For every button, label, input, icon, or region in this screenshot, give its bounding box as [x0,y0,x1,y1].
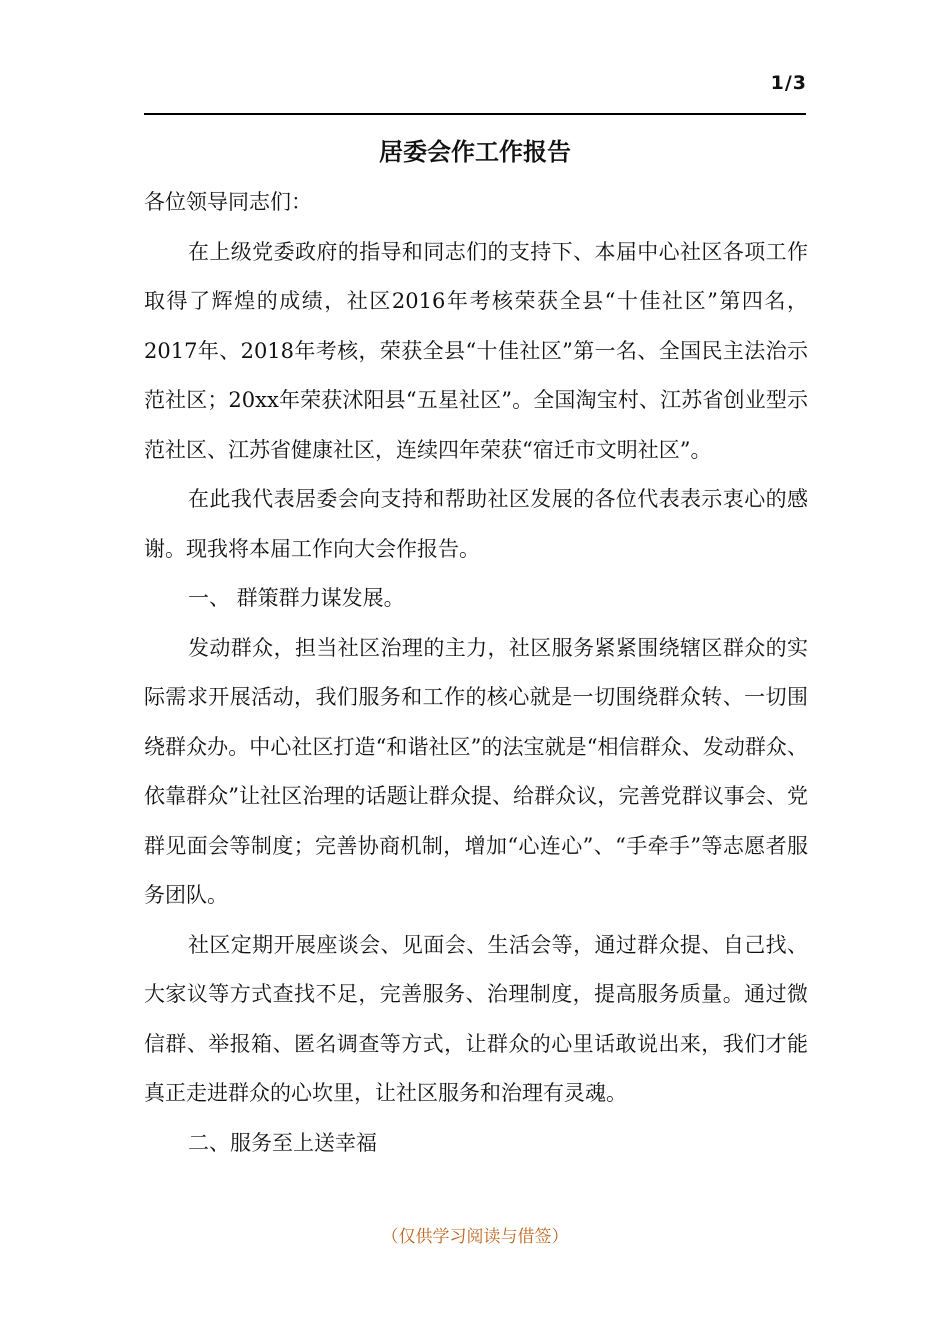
paragraph-intro: 在上级党委政府的指导和同志们的支持下、本届中心社区各项工作取得了辉煌的成绩，社区2016年考核荣获全县“十佳社区”第四名，2017年、2018年考核，荣获全县“十佳社区”第一名、全国民主法治示范社区；20xx年荣获沭阳县“五星社区”。全国淘宝村、江苏省创业型示范社区、江苏省健康社区，连续四年荣获“宿迁市文明社区”。 [144,239,808,462]
section-heading-2: 二、服务至上送幸福 [188,1130,377,1155]
page-number: 1/3 [770,72,807,94]
paragraph-meetings: 社区定期开展座谈会、见面会、生活会等，通过群众提、自己找、大家议等方式查找不足，完善服务、治理制度，提高服务质量。通过微信群、举报箱、匿名调查等方式，让群众的心里话敢说出来，我们才能真正走进群众的心坎里，让社区服务和治理有灵魂。 [144,932,808,1105]
section-heading-1: 一、 群策群力谋发展。 [188,586,405,610]
paragraph-mobilize: 发动群众，担当社区治理的主力，社区服务紧紧围绕辖区群众的实际需求开展活动，我们服务和工作的核心就是一切围绕群众转、一切围绕群众办。中心社区打造“和谐社区”的法宝就是“相信群众、发动群众、依靠群众”让社区治理的话题让群众提、给群众议，完善党群议事会、党群见面会等制度；完善协商机制，增加“心连心”、“手牵手”等志愿者服务团队。 [144,635,808,907]
paragraph-thanks: 在此我代表居委会向支持和帮助社区发展的各位代表表示衷心的感谢。现我将本届工作向大会作报告。 [144,487,808,561]
header-divider [144,113,806,115]
document-body [144,178,808,1168]
footer-note: （仅供学习阅读与借签） [381,1227,569,1247]
salutation: 各位领导同志们： [144,190,312,214]
document-title: 居委会作工作报告 [379,137,571,166]
